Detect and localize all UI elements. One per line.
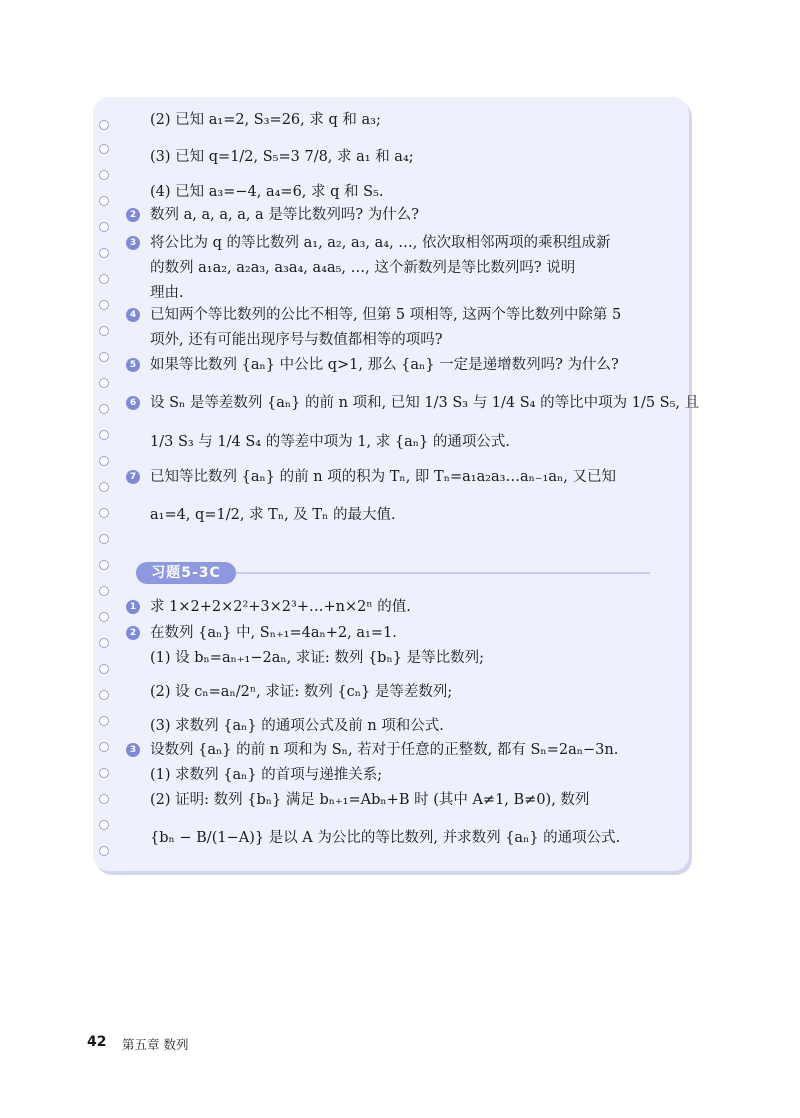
binder-hole — [99, 638, 109, 648]
problem-line: (1) 设 bₙ=aₙ₊₁−2aₙ, 求证: 数列 {bₙ} 是等比数列; — [150, 650, 484, 666]
binder-hole — [99, 456, 109, 466]
binder-hole — [99, 846, 109, 856]
problem-line: 数列 a, a, a, a, a 是等比数列吗? 为什么? — [150, 207, 419, 223]
binder-hole — [99, 742, 109, 752]
problem-line: 项外, 还有可能出现序号与数值都相等的项吗? — [150, 332, 443, 348]
problem-number-badge: 3 — [126, 236, 140, 250]
problem-line: (2) 证明: 数列 {bₙ} 满足 bₙ₊₁=Abₙ+B 时 (其中 A≠1, B≠0), 数列 — [150, 792, 590, 808]
problem-line: 设 Sₙ 是等差数列 {aₙ} 的前 n 项和, 已知 1/3 S₃ 与 1/4 S₄ 的等比中项为 1/5 S₅, 且 — [150, 395, 700, 411]
problem-line: a₁=4, q=1/2, 求 Tₙ, 及 Tₙ 的最大值. — [150, 507, 396, 523]
binder-hole — [99, 378, 109, 388]
chapter-title: 第五章 数列 — [122, 1037, 189, 1052]
problem-number-badge: 3 — [126, 743, 140, 757]
section-divider — [236, 572, 650, 574]
problem-number-badge: 1 — [126, 600, 140, 614]
binder-hole — [99, 222, 109, 232]
binder-hole — [99, 196, 109, 206]
binder-hole — [99, 300, 109, 310]
problem-line: 在数列 {aₙ} 中, Sₙ₊₁=4aₙ+2, a₁=1. — [150, 625, 397, 641]
problem-line: (4) 已知 a₃=−4, a₄=6, 求 q 和 S₅. — [150, 184, 384, 200]
page-number: 42 — [87, 1034, 107, 1050]
binder-hole — [99, 508, 109, 518]
binder-hole — [99, 534, 109, 544]
binder-hole — [99, 352, 109, 362]
binder-hole — [99, 560, 109, 570]
binder-hole — [99, 248, 109, 258]
binder-hole — [99, 482, 109, 492]
problem-line: 已知两个等比数列的公比不相等, 但第 5 项相等, 这两个等比数列中除第 5 — [150, 307, 622, 323]
binder-hole — [99, 120, 109, 130]
problem-number-badge: 4 — [126, 308, 140, 322]
problem-line: 如果等比数列 {aₙ} 中公比 q>1, 那么 {aₙ} 一定是递增数列吗? 为什么? — [150, 357, 619, 373]
problem-number-badge: 7 — [126, 470, 140, 484]
problem-line: (1) 求数列 {aₙ} 的首项与递推关系; — [150, 767, 383, 783]
problem-line: {bₙ − B/(1−A)} 是以 A 为公比的等比数列, 并求数列 {aₙ} 的通项公式. — [150, 830, 621, 846]
problem-line: (2) 已知 a₁=2, S₃=26, 求 q 和 a₃; — [150, 112, 381, 128]
problem-number-badge: 5 — [126, 358, 140, 372]
problem-line: 的数列 a₁a₂, a₂a₃, a₃a₄, a₄a₅, …, 这个新数列是等比数列吗? 说明 — [150, 260, 576, 276]
problem-line: (3) 求数列 {aₙ} 的通项公式及前 n 项和公式. — [150, 718, 444, 734]
problem-number-badge: 6 — [126, 396, 140, 410]
binder-hole — [99, 690, 109, 700]
problem-number-badge: 2 — [126, 208, 140, 222]
binder-hole — [99, 170, 109, 180]
binder-hole — [99, 820, 109, 830]
binder-hole — [99, 326, 109, 336]
binder-hole — [99, 768, 109, 778]
problem-line: 求 1×2+2×2²+3×2³+…+n×2ⁿ 的值. — [150, 599, 411, 615]
binder-hole — [99, 144, 109, 154]
problem-line: (3) 已知 q=1/2, S₅=3 7/8, 求 a₁ 和 a₄; — [150, 149, 414, 165]
problem-line: 将公比为 q 的等比数列 a₁, a₂, a₃, a₄, …, 依次取相邻两项的乘积组成新 — [150, 235, 611, 251]
binder-hole — [99, 664, 109, 674]
binder-hole — [99, 430, 109, 440]
binder-hole — [99, 404, 109, 414]
binder-hole — [99, 586, 109, 596]
binder-hole — [99, 716, 109, 726]
binder-hole — [99, 794, 109, 804]
problem-line: 1/3 S₃ 与 1/4 S₄ 的等差中项为 1, 求 {aₙ} 的通项公式. — [150, 434, 510, 450]
problem-line: (2) 设 cₙ=aₙ/2ⁿ, 求证: 数列 {cₙ} 是等差数列; — [150, 684, 453, 700]
problem-number-badge: 2 — [126, 626, 140, 640]
problem-line: 理由. — [150, 285, 184, 301]
binder-hole — [99, 274, 109, 284]
section-title: 习题5-3C — [136, 562, 236, 584]
problem-line: 设数列 {aₙ} 的前 n 项和为 Sₙ, 若对于任意的正整数, 都有 Sₙ=2aₙ−3n. — [150, 742, 619, 758]
problem-line: 已知等比数列 {aₙ} 的前 n 项的积为 Tₙ, 即 Tₙ=a₁a₂a₃…aₙ₋₁aₙ, 又已知 — [150, 469, 617, 485]
binder-hole — [99, 612, 109, 622]
